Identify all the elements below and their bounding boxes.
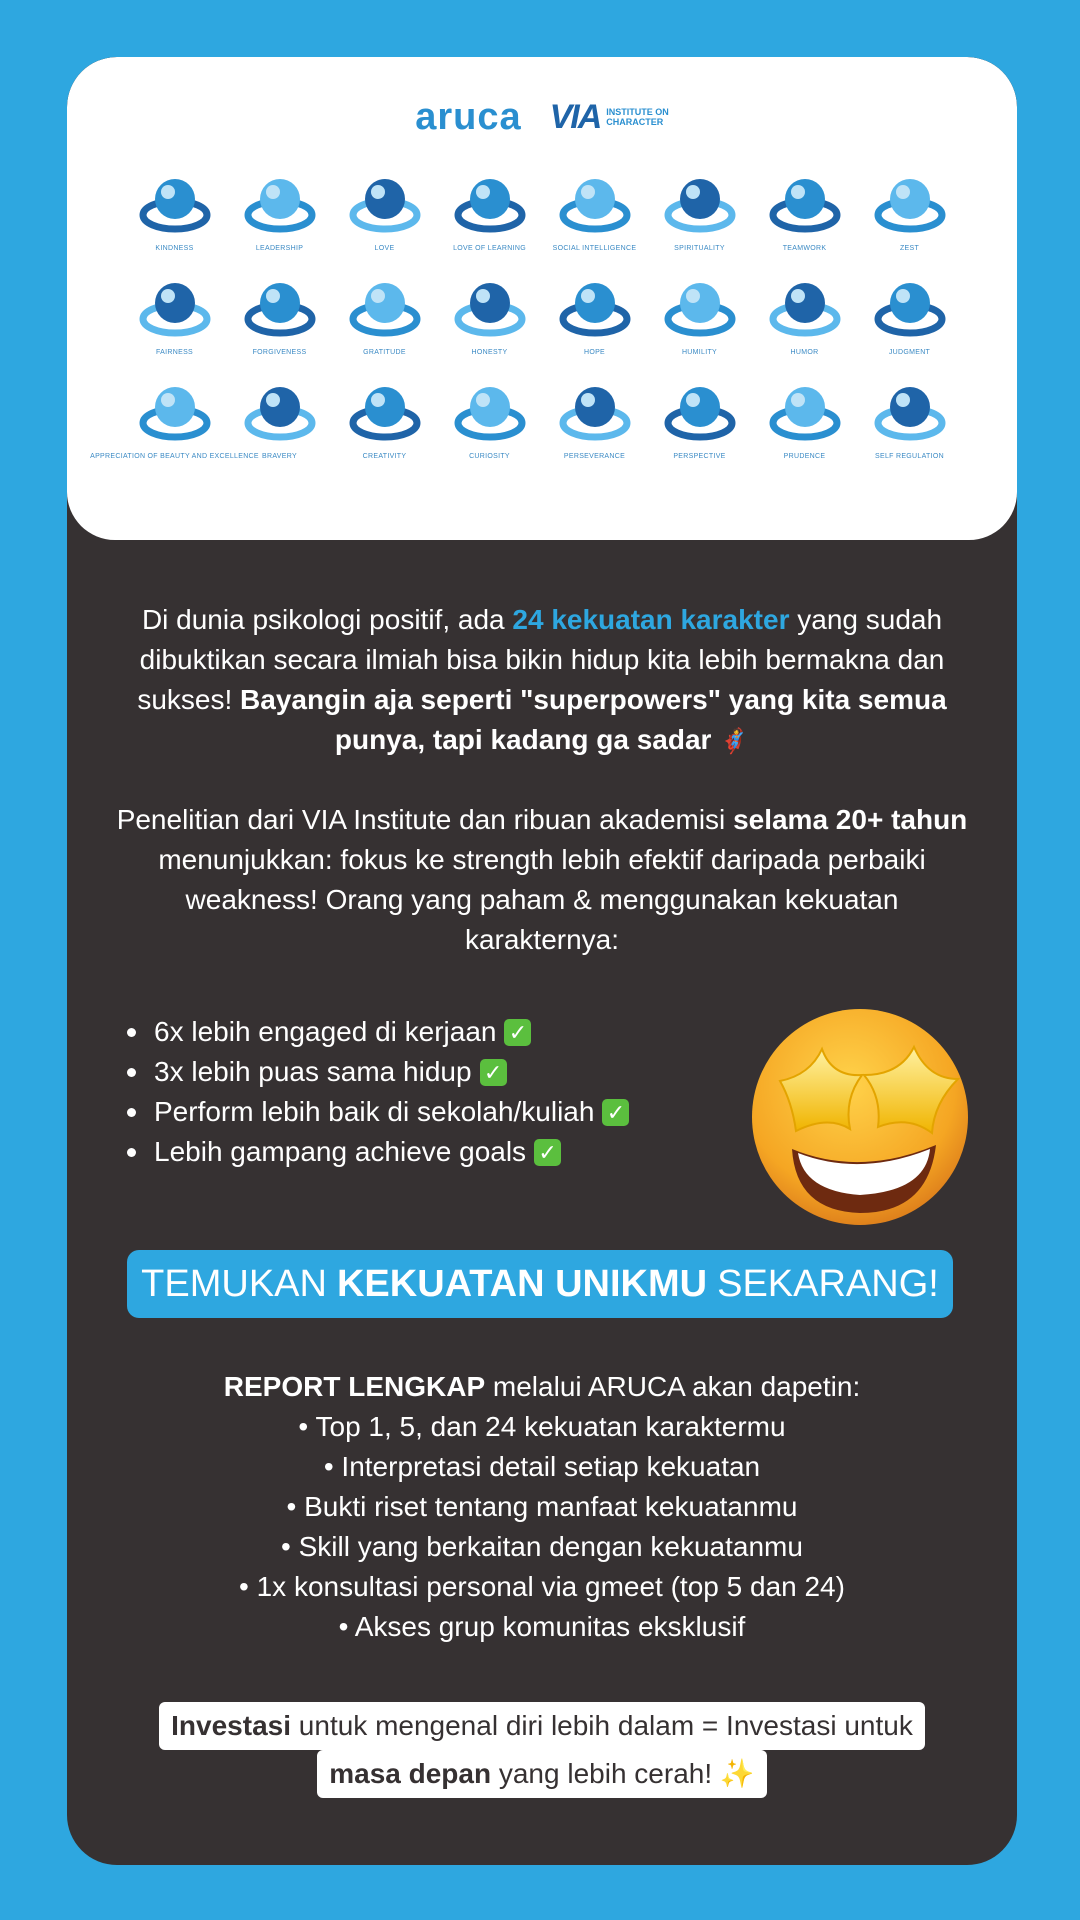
star-struck-emoji-icon: [732, 977, 982, 1227]
strength-icon: [137, 271, 213, 347]
strength-item: [752, 375, 857, 479]
intro-text: Di dunia psikologi positif, ada: [141, 604, 513, 635]
benefit-text: 3x lebih puas sama hidup: [154, 1056, 472, 1087]
cta-text-pre: TEMUKAN: [141, 1262, 327, 1305]
logo-row: [67, 97, 1017, 137]
cta-banner[interactable]: [127, 1250, 953, 1318]
strength-item: [647, 375, 752, 479]
benefit-item: [127, 1012, 727, 1052]
intro-highlight: 24 kekuatan karakter: [512, 604, 790, 635]
strength-item: [542, 271, 647, 375]
strength-icon: [662, 167, 738, 243]
strength-item: [542, 167, 647, 271]
report-item: • 1x konsultasi personal via gmeet (top 5 dan 24): [239, 1571, 845, 1602]
research-text: Penelitian dari VIA Institute dan ribuan akademisi: [116, 804, 734, 835]
superhero-icon: 🦸: [719, 728, 750, 755]
report-title-rest: melalui ARUCA akan dapetin:: [485, 1371, 861, 1402]
strengths-panel: [67, 57, 1017, 540]
bullet-dot: [127, 1068, 136, 1077]
strength-item: [857, 167, 962, 271]
strength-label: KINDNESS: [155, 245, 194, 252]
report-item: • Interpretasi detail setiap kekuatan: [323, 1451, 761, 1482]
investment-callout: [107, 1702, 977, 1798]
strength-label: LOVE: [374, 245, 395, 252]
strength-icon: [137, 375, 213, 451]
intro-text-2: yang sudah dibuktikan secara ilmiah bisa bikin hidup kita lebih bermakna dan sukses!: [137, 604, 945, 715]
strength-item: [227, 271, 332, 375]
strength-item: [437, 167, 542, 271]
strength-item: [542, 375, 647, 479]
check-mark-icon: ✓: [602, 1099, 629, 1126]
bullet-dot: [127, 1108, 136, 1117]
strength-label: SOCIAL INTELLIGENCE: [552, 245, 637, 252]
via-logo-line1: INSTITUTE ON: [606, 107, 669, 117]
strength-item: [227, 167, 332, 271]
strength-icon: [452, 375, 528, 451]
intro-paragraph-1: [107, 600, 977, 762]
research-text-2: menunjukkan: fokus ke strength lebih efektif daripada perbaiki weakness! Orang yang paham & menggunakan kekuatan karakternya:: [158, 844, 926, 955]
report-section: [107, 1367, 977, 1647]
invest-line-2: [317, 1750, 767, 1798]
strength-label: HUMILITY: [681, 349, 718, 356]
intro-paragraph-2: [107, 800, 977, 960]
strength-icon: [452, 167, 528, 243]
strength-item: [647, 167, 752, 271]
check-mark-icon: ✓: [534, 1139, 561, 1166]
check-mark-icon: ✓: [480, 1059, 507, 1086]
strength-label: JUDGMENT: [888, 349, 931, 356]
invest-text-1: untuk mengenal diri lebih dalam = Investasi untuk: [291, 1710, 913, 1741]
via-logo: [550, 99, 669, 135]
invest-bold-1: Investasi: [171, 1710, 292, 1741]
benefits-list: [127, 1012, 727, 1172]
strength-item: [332, 167, 437, 271]
report-title: [107, 1367, 977, 1407]
benefit-text: 6x lebih engaged di kerjaan: [154, 1016, 497, 1047]
report-item: • Skill yang berkaitan dengan kekuatanmu: [281, 1531, 803, 1562]
strength-label: ZEST: [899, 245, 920, 252]
report-item: • Bukti riset tentang manfaat kekuatanmu: [286, 1491, 798, 1522]
strength-label: FAIRNESS: [155, 349, 194, 356]
strength-label: CREATIVITY: [362, 453, 407, 460]
strength-item: [857, 271, 962, 375]
strength-label: LOVE OF LEARNING: [453, 245, 526, 252]
strength-item: [332, 271, 437, 375]
via-logo-mark: VIA: [549, 98, 601, 136]
report-title-bold: REPORT LENGKAP: [223, 1371, 486, 1402]
strength-icon: [872, 167, 948, 243]
benefit-item: [127, 1092, 727, 1132]
strength-icon: [347, 375, 423, 451]
report-item: • Top 1, 5, dan 24 kekuatan karaktermu: [298, 1411, 786, 1442]
strength-icon: [557, 167, 633, 243]
strength-icon: [242, 167, 318, 243]
invest-bold-2: masa depan: [329, 1758, 492, 1789]
strength-item: [122, 271, 227, 375]
strength-item: [857, 375, 962, 479]
strength-item: [437, 375, 542, 479]
benefit-text: Lebih gampang achieve goals: [154, 1136, 527, 1167]
bullet-dot: [127, 1148, 136, 1157]
strength-icon: [557, 271, 633, 347]
via-logo-text: [606, 107, 669, 127]
strength-label: SPIRITUALITY: [674, 245, 725, 252]
strength-label: HOPE: [583, 349, 606, 356]
strength-label: FORGIVENESS: [252, 349, 307, 356]
invest-text-2: yang lebih cerah!: [491, 1758, 713, 1789]
main-card: [67, 57, 1017, 1865]
strength-item: [752, 167, 857, 271]
strength-label: CURIOSITY: [469, 453, 510, 460]
strength-icon: [767, 167, 843, 243]
strength-item: [437, 271, 542, 375]
report-item: • Akses grup komunitas eksklusif: [338, 1611, 746, 1642]
benefit-text: Perform lebih baik di sekolah/kuliah: [154, 1096, 595, 1127]
strength-label: APPRECIATION OF BEAUTY AND EXCELLENCE: [90, 453, 259, 460]
strength-item: [647, 271, 752, 375]
via-logo-line2: CHARACTER: [606, 117, 664, 127]
strength-label: SELF REGULATION: [875, 453, 944, 460]
strength-item: [122, 167, 227, 271]
intro-bold: Bayangin aja seperti "superpowers" yang kita semua punya, tapi kadang ga sadar: [240, 684, 947, 755]
strength-icon: [137, 167, 213, 243]
strength-icon: [767, 375, 843, 451]
check-mark-icon: ✓: [504, 1019, 531, 1046]
strength-item: [227, 375, 332, 479]
strength-label: TEAMWORK: [782, 245, 827, 252]
strength-icon: [872, 271, 948, 347]
benefit-item: [127, 1052, 727, 1092]
strength-item: [90, 375, 259, 479]
strength-label: PRUDENCE: [783, 453, 826, 460]
cta-text-post: SEKARANG!: [717, 1262, 939, 1305]
strengths-grid: [90, 167, 982, 479]
strength-label: BRAVERY: [262, 453, 297, 460]
cta-text-bold: KEKUATAN UNIKMU: [336, 1262, 708, 1305]
strength-icon: [662, 271, 738, 347]
strength-icon: [452, 271, 528, 347]
strength-label: GRATITUDE: [363, 349, 406, 356]
strength-icon: [347, 271, 423, 347]
invest-line-1: [159, 1702, 925, 1750]
strength-item: [752, 271, 857, 375]
bullet-dot: [127, 1028, 136, 1037]
aruca-logo: aruca: [415, 96, 522, 138]
sparkles-icon: ✨: [719, 1758, 755, 1789]
strength-label: PERSEVERANCE: [563, 453, 626, 460]
strength-label: HUMOR: [790, 349, 819, 356]
strength-icon: [242, 271, 318, 347]
benefit-item: [127, 1132, 727, 1172]
strength-icon: [872, 375, 948, 451]
strength-icon: [767, 271, 843, 347]
strength-label: HONESTY: [471, 349, 508, 356]
strength-icon: [557, 375, 633, 451]
strength-label: LEADERSHIP: [255, 245, 304, 252]
strength-icon: [662, 375, 738, 451]
strength-label: PERSPECTIVE: [673, 453, 726, 460]
research-bold: selama 20+ tahun: [733, 804, 968, 835]
strength-icon: [242, 375, 318, 451]
strength-icon: [347, 167, 423, 243]
strength-item: [332, 375, 437, 479]
